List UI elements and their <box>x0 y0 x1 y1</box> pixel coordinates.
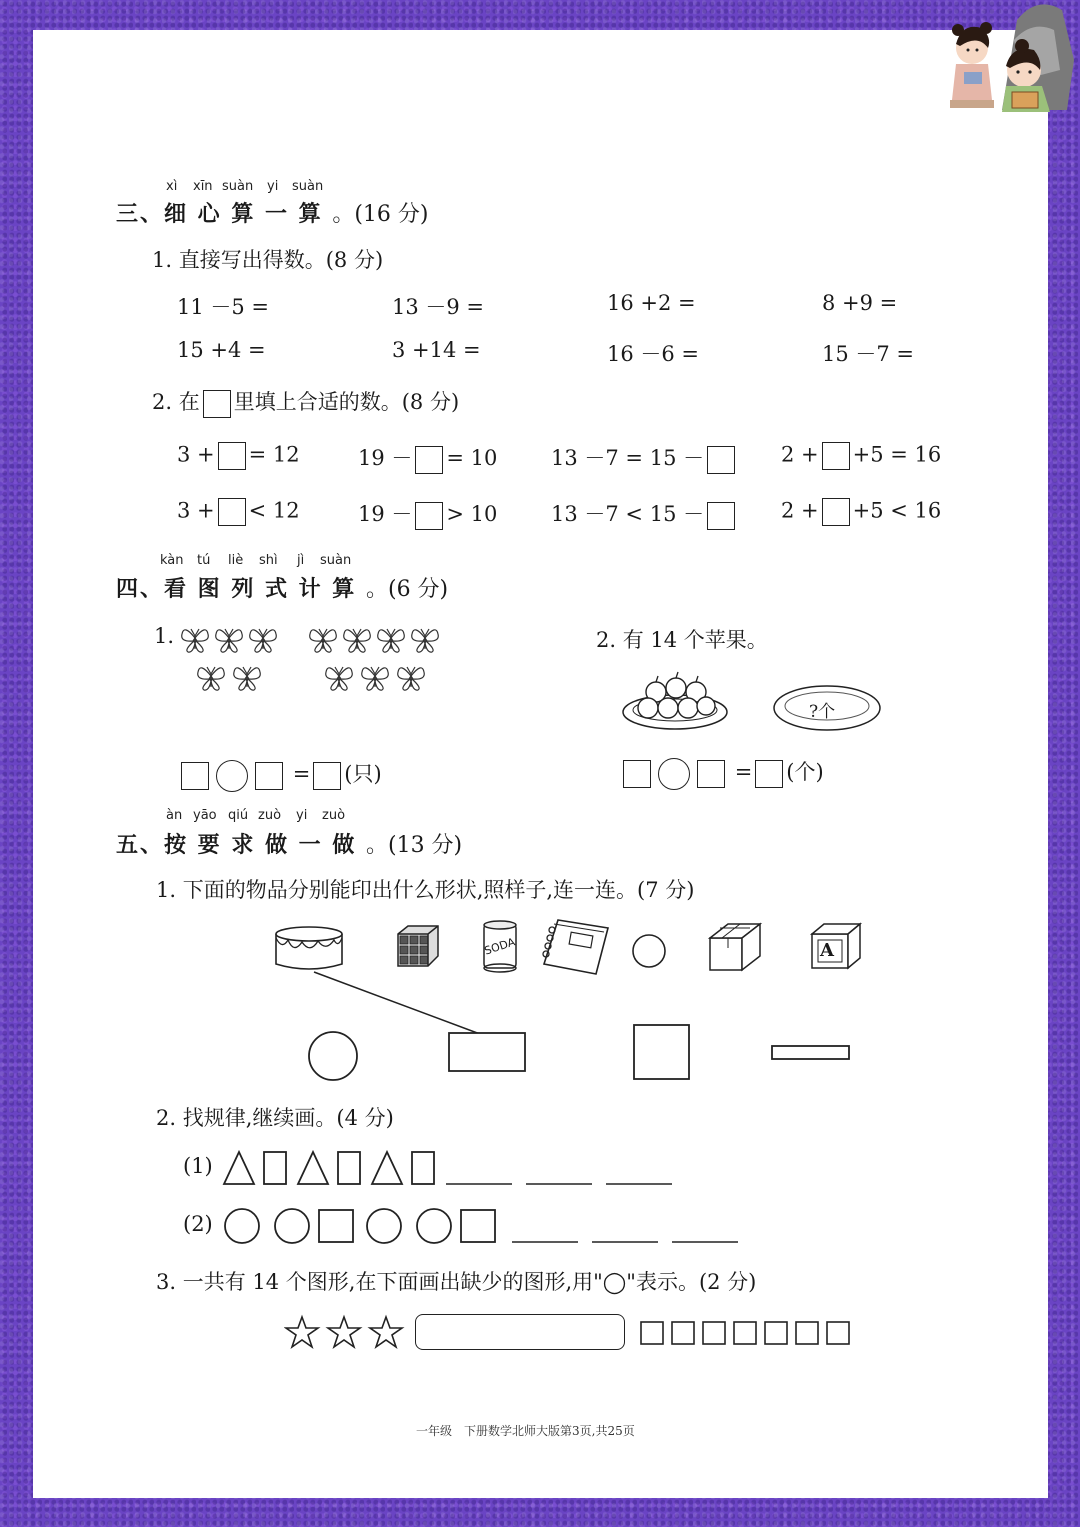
sec5-question-2: 2. 找规律,继续画。(4 分) <box>156 1106 394 1130</box>
star-sequence <box>284 1314 408 1350</box>
answer-box[interactable] <box>707 502 735 530</box>
fill-right: < 12 <box>248 498 300 523</box>
section-3-points: 。(16 分) <box>332 202 429 227</box>
sec3-pinyin-5: suàn <box>292 179 324 194</box>
answer-box[interactable] <box>415 446 443 474</box>
sec3-pinyin-2: xīn <box>193 179 213 194</box>
calc-item: 15 －7 = <box>822 342 915 366</box>
sec5-pinyin-3: qiú <box>228 808 249 823</box>
square-shape[interactable] <box>630 1022 694 1082</box>
circle-shape[interactable] <box>305 1028 361 1084</box>
fill-left: 19 － <box>358 502 413 526</box>
pattern-1-label: (1) <box>183 1154 213 1178</box>
answer-box[interactable] <box>623 760 651 788</box>
answer-box-sample <box>203 390 231 418</box>
section-5-points: 。(13 分) <box>365 833 463 858</box>
operator-circle[interactable] <box>216 760 248 792</box>
fill-item <box>358 498 497 530</box>
sec4-pinyin-4: shì <box>259 553 278 568</box>
answer-box[interactable] <box>255 762 283 790</box>
sec5-question-3: 3. 一共有 14 个图形,在下面画出缺少的图形,用"◯"表示。(2 分) <box>156 1270 757 1294</box>
answer-box[interactable] <box>697 760 725 788</box>
sec5-pinyin-1: àn <box>166 808 183 823</box>
fill-left: 2 + <box>781 498 819 523</box>
answer-box[interactable] <box>755 760 783 788</box>
sec5-pinyin-6: zuò <box>322 808 346 823</box>
fill-left: 3 + <box>177 442 215 467</box>
equals-sign: = <box>734 760 753 784</box>
answer-box[interactable] <box>218 442 246 470</box>
calc-item: 3 +14 = <box>392 338 481 362</box>
section-4-title: 看 图 列 式 计 算 <box>164 577 357 602</box>
q2-suffix: 里填上合适的数。(8 分) <box>233 390 460 414</box>
fill-left: 19 － <box>358 446 413 470</box>
page-footer: 一年级 下册数学北师大版第3页,共25页 <box>416 1424 635 1438</box>
butterflies-illustration <box>176 620 446 700</box>
calc-item: 13 －9 = <box>392 295 485 319</box>
letter-block-icon[interactable] <box>808 920 864 972</box>
unit-label: (个) <box>786 760 824 784</box>
section-3-title: 细 心 算 一 算 <box>164 202 323 227</box>
section-5-prefix: 五、 <box>116 833 165 858</box>
calc-item: 15 +4 = <box>177 338 266 362</box>
equals-sign: = <box>292 762 311 786</box>
fill-right: = 10 <box>446 446 498 470</box>
section-4-points: 。(6 分) <box>365 577 449 602</box>
section-5-heading <box>116 828 462 859</box>
sec5-pinyin-4: zuò <box>258 808 282 823</box>
ball-icon[interactable] <box>630 932 668 970</box>
pattern-2-label: (2) <box>183 1212 213 1236</box>
fill-item <box>177 442 300 470</box>
answer-box[interactable] <box>707 446 735 474</box>
answer-box[interactable] <box>415 502 443 530</box>
section-5-title: 按 要 求 做 一 做 <box>164 833 357 858</box>
calc-item: 8 +9 = <box>822 291 898 315</box>
sec3-question-1: 1. 直接写出得数。(8 分) <box>152 248 384 272</box>
answer-box[interactable] <box>181 762 209 790</box>
fill-item <box>551 442 738 474</box>
sec4-pinyin-3: liè <box>228 553 244 568</box>
answer-box[interactable] <box>313 762 341 790</box>
sec4-q1-number: 1. <box>154 624 175 648</box>
apple-plate-illustration <box>618 666 733 736</box>
pattern-1-shapes <box>220 1146 680 1190</box>
section-3-heading <box>116 197 428 228</box>
children-reading-illustration <box>942 0 1077 115</box>
rectangle-shape[interactable] <box>446 1030 530 1076</box>
sec5-pinyin-5: yi <box>296 808 308 823</box>
sec4-pinyin-5: jì <box>297 553 305 568</box>
answer-box[interactable] <box>822 498 850 526</box>
fill-item <box>551 498 738 530</box>
fill-item <box>177 498 300 526</box>
missing-shapes-drawing-area[interactable] <box>415 1314 625 1350</box>
pattern-2-shapes <box>220 1204 750 1248</box>
fill-left: 13 －7 < 15 － <box>551 502 705 526</box>
notebook-icon[interactable] <box>540 916 612 976</box>
fill-right: +5 < 16 <box>852 498 942 523</box>
block-letter: A <box>820 940 834 961</box>
fill-item <box>781 442 941 470</box>
apple-equation <box>620 756 824 790</box>
butterfly-equation <box>178 758 382 792</box>
calc-item: 16 +2 = <box>607 291 696 315</box>
fill-left: 2 + <box>781 442 819 467</box>
sec3-pinyin-1: xì <box>166 179 178 194</box>
operator-circle[interactable] <box>658 758 690 790</box>
sec5-pinyin-2: yāo <box>193 808 217 823</box>
section-4-heading <box>116 572 448 603</box>
fill-left: 13 －7 = 15 － <box>551 446 705 470</box>
answer-box[interactable] <box>822 442 850 470</box>
section-3-prefix: 三、 <box>116 202 165 227</box>
fill-item <box>358 442 497 474</box>
thin-rectangle-shape[interactable] <box>770 1042 852 1064</box>
sec4-question-2: 2. 有 14 个苹果。 <box>596 628 768 652</box>
sec4-pinyin-2: tú <box>197 553 211 568</box>
answer-box[interactable] <box>218 498 246 526</box>
square-sequence <box>638 1318 856 1348</box>
fill-right: > 10 <box>446 502 498 526</box>
soda-label: SODA <box>482 935 517 958</box>
fill-item <box>781 498 941 526</box>
sec4-pinyin-1: kàn <box>160 553 184 568</box>
fill-left: 3 + <box>177 498 215 523</box>
sec3-pinyin-3: suàn <box>222 179 254 194</box>
calc-item: 16 －6 = <box>607 342 700 366</box>
fill-right: +5 = 16 <box>852 442 942 467</box>
sec3-pinyin-4: yi <box>267 179 279 194</box>
unit-label: (只) <box>344 762 382 786</box>
sec4-pinyin-6: suàn <box>320 553 352 568</box>
plate-label: ?个 <box>809 702 836 722</box>
q2-prefix: 2. 在 <box>152 390 200 414</box>
fill-right: = 12 <box>248 442 300 467</box>
section-4-prefix: 四、 <box>116 577 165 602</box>
box-package-icon[interactable] <box>706 920 764 974</box>
sec5-question-1: 1. 下面的物品分别能印出什么形状,照样子,连一连。(7 分) <box>156 878 695 902</box>
calc-item: 11 －5 = <box>177 295 270 319</box>
sec3-question-2 <box>152 386 459 418</box>
